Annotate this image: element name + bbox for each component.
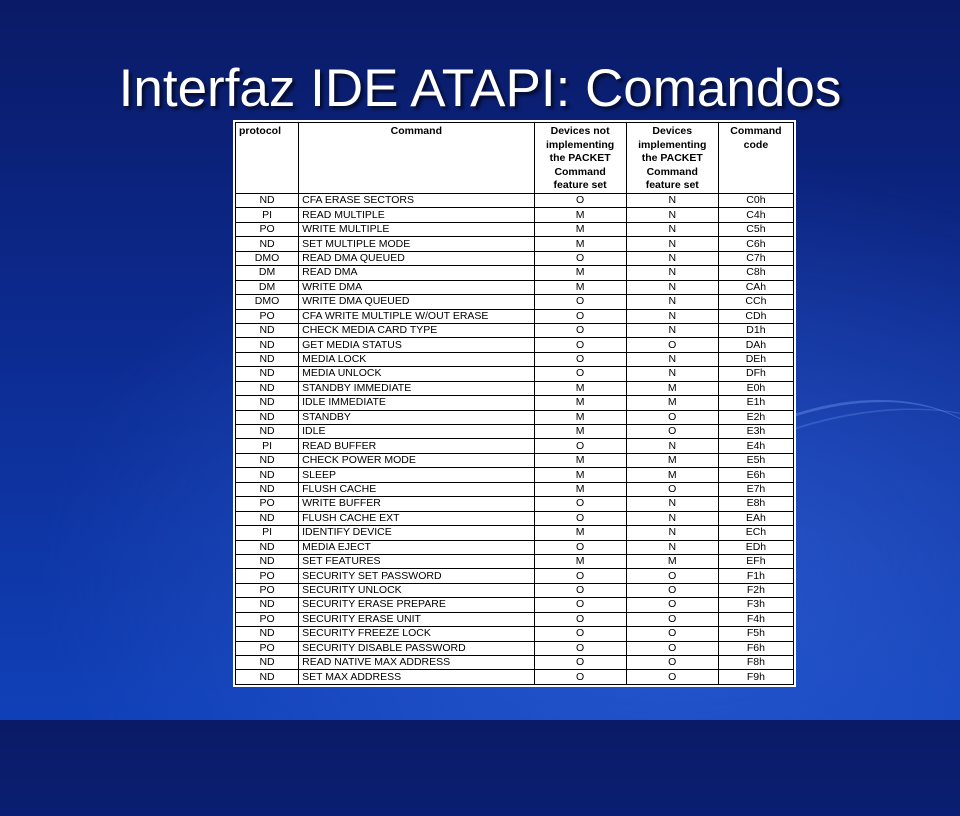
cell-devices-implementing: M [626,453,718,467]
cell-command-code: E3h [718,425,793,439]
cell-devices-implementing: N [626,540,718,554]
cell-command-code: F1h [718,569,793,583]
cell-command: SECURITY FREEZE LOCK [299,627,534,641]
cell-protocol: ND [236,482,299,496]
table-row [236,641,794,655]
cell-protocol: ND [236,338,299,352]
cell-protocol: PI [236,526,299,540]
command-table-image [233,120,796,687]
cell-command-code: DEh [718,352,793,366]
cell-devices-implementing: N [626,237,718,251]
cell-command: READ DMA [299,266,534,280]
cell-devices-not-implementing: M [534,425,626,439]
cell-protocol: PO [236,583,299,597]
cell-devices-implementing: M [626,554,718,568]
cell-protocol: ND [236,396,299,410]
cell-command-code: E4h [718,439,793,453]
cell-command: SECURITY ERASE UNIT [299,612,534,626]
cell-devices-implementing: N [626,439,718,453]
cell-devices-not-implementing: M [534,554,626,568]
cell-devices-implementing: O [626,627,718,641]
cell-protocol: PO [236,309,299,323]
cell-protocol: PO [236,612,299,626]
cell-command: CFA WRITE MULTIPLE W/OUT ERASE [299,309,534,323]
cell-protocol: ND [236,468,299,482]
table-row [236,511,794,525]
cell-devices-not-implementing: O [534,439,626,453]
cell-command: IDENTIFY DEVICE [299,526,534,540]
cell-command: READ MULTIPLE [299,208,534,222]
cell-command: SET FEATURES [299,554,534,568]
cell-protocol: DM [236,266,299,280]
cell-devices-implementing: O [626,656,718,670]
cell-command-code: E0h [718,381,793,395]
cell-command: IDLE IMMEDIATE [299,396,534,410]
table-row [236,266,794,280]
table-row [236,468,794,482]
cell-command-code: EAh [718,511,793,525]
table-row [236,569,794,583]
cell-command-code: E5h [718,453,793,467]
cell-command: MEDIA LOCK [299,352,534,366]
cell-protocol: PO [236,641,299,655]
cell-command: CHECK MEDIA CARD TYPE [299,323,534,337]
cell-devices-implementing: N [626,352,718,366]
table-row [236,656,794,670]
cell-devices-implementing: O [626,410,718,424]
table-row [236,526,794,540]
cell-devices-implementing: O [626,583,718,597]
table-row [236,627,794,641]
cell-devices-not-implementing: O [534,497,626,511]
cell-devices-not-implementing: O [534,670,626,684]
cell-protocol: ND [236,367,299,381]
cell-protocol: ND [236,627,299,641]
cell-command-code: EFh [718,554,793,568]
cell-command: READ DMA QUEUED [299,251,534,265]
cell-protocol: PI [236,439,299,453]
cell-devices-not-implementing: M [534,381,626,395]
cell-protocol: ND [236,598,299,612]
cell-protocol: ND [236,194,299,208]
cell-command-code: D1h [718,323,793,337]
cell-command: CHECK POWER MODE [299,453,534,467]
cell-protocol: ND [236,410,299,424]
cell-devices-not-implementing: M [534,237,626,251]
cell-devices-implementing: N [626,497,718,511]
cell-devices-not-implementing: M [534,266,626,280]
cell-devices-implementing: N [626,251,718,265]
cell-devices-not-implementing: O [534,295,626,309]
cell-protocol: PI [236,208,299,222]
cell-command-code: F2h [718,583,793,597]
table-row [236,583,794,597]
cell-devices-implementing: M [626,396,718,410]
cell-protocol: ND [236,352,299,366]
cell-command: SECURITY DISABLE PASSWORD [299,641,534,655]
table-row [236,280,794,294]
cell-devices-not-implementing: M [534,410,626,424]
cell-command: READ BUFFER [299,439,534,453]
cell-command-code: E1h [718,396,793,410]
cell-protocol: PO [236,497,299,511]
table-row [236,497,794,511]
cell-devices-not-implementing: O [534,323,626,337]
cell-command: SLEEP [299,468,534,482]
cell-devices-not-implementing: O [534,511,626,525]
table-row [236,194,794,208]
cell-devices-not-implementing: M [534,468,626,482]
cell-protocol: DMO [236,251,299,265]
cell-devices-implementing: O [626,425,718,439]
table-row [236,439,794,453]
cell-command-code: F6h [718,641,793,655]
cell-command-code: C8h [718,266,793,280]
cell-command-code: ECh [718,526,793,540]
cell-devices-not-implementing: O [534,352,626,366]
cell-command: MEDIA EJECT [299,540,534,554]
cell-command: WRITE MULTIPLE [299,222,534,236]
cell-command: WRITE BUFFER [299,497,534,511]
cell-command-code: E2h [718,410,793,424]
table-row [236,554,794,568]
cell-protocol: ND [236,554,299,568]
cell-devices-implementing: N [626,367,718,381]
cell-command-code: CAh [718,280,793,294]
table-row [236,381,794,395]
cell-devices-not-implementing: M [534,526,626,540]
cell-command: STANDBY [299,410,534,424]
cell-devices-implementing: O [626,670,718,684]
cell-command-code: F3h [718,598,793,612]
cell-devices-not-implementing: O [534,612,626,626]
cell-command: GET MEDIA STATUS [299,338,534,352]
cell-command: SECURITY ERASE PREPARE [299,598,534,612]
cell-command-code: E6h [718,468,793,482]
table-row [236,425,794,439]
table-row [236,367,794,381]
cell-devices-not-implementing: M [534,453,626,467]
header-protocol: protocol [236,123,299,194]
cell-devices-implementing: N [626,208,718,222]
cell-devices-not-implementing: M [534,482,626,496]
cell-devices-implementing: N [626,222,718,236]
table-row [236,323,794,337]
cell-command-code: DFh [718,367,793,381]
table-row [236,309,794,323]
cell-devices-not-implementing: M [534,222,626,236]
cell-command-code: F9h [718,670,793,684]
cell-protocol: ND [236,670,299,684]
cell-devices-not-implementing: O [534,367,626,381]
cell-devices-not-implementing: O [534,251,626,265]
cell-command: SET MAX ADDRESS [299,670,534,684]
cell-command: FLUSH CACHE [299,482,534,496]
cell-protocol: PO [236,569,299,583]
header-command: Command [299,123,534,194]
cell-protocol: ND [236,656,299,670]
cell-devices-implementing: N [626,309,718,323]
table-row [236,295,794,309]
table-row [236,598,794,612]
table-row [236,453,794,467]
cell-command-code: F5h [718,627,793,641]
cell-devices-implementing: O [626,641,718,655]
table-row [236,237,794,251]
cell-protocol: ND [236,323,299,337]
cell-protocol: ND [236,453,299,467]
cell-devices-not-implementing: O [534,194,626,208]
cell-command-code: F8h [718,656,793,670]
cell-command: SECURITY SET PASSWORD [299,569,534,583]
table-row [236,208,794,222]
table-row [236,612,794,626]
cell-command: CFA ERASE SECTORS [299,194,534,208]
cell-protocol: DMO [236,295,299,309]
cell-devices-not-implementing: O [534,656,626,670]
table-row [236,670,794,684]
cell-command: SECURITY UNLOCK [299,583,534,597]
cell-command-code: C0h [718,194,793,208]
cell-devices-not-implementing: M [534,396,626,410]
cell-command-code: C6h [718,237,793,251]
cell-protocol: ND [236,425,299,439]
cell-command-code: E7h [718,482,793,496]
cell-devices-not-implementing: O [534,338,626,352]
cell-devices-implementing: O [626,482,718,496]
cell-command-code: C5h [718,222,793,236]
table-row [236,251,794,265]
table-header-row [236,123,794,194]
cell-devices-not-implementing: O [534,540,626,554]
table-row [236,222,794,236]
cell-protocol: ND [236,540,299,554]
table-row [236,540,794,554]
table-row [236,410,794,424]
cell-devices-implementing: N [626,295,718,309]
cell-devices-not-implementing: M [534,208,626,222]
cell-devices-implementing: N [626,280,718,294]
cell-command-code: C7h [718,251,793,265]
cell-devices-implementing: O [626,338,718,352]
cell-command-code: EDh [718,540,793,554]
cell-command: WRITE DMA QUEUED [299,295,534,309]
header-devices-not-implementing: Devices not implementing the PACKET Command feature set [534,123,626,194]
cell-command-code: E8h [718,497,793,511]
cell-protocol: PO [236,222,299,236]
cell-protocol: DM [236,280,299,294]
cell-devices-not-implementing: O [534,627,626,641]
slide-title: Interfaz IDE ATAPI: Comandos [118,59,842,118]
cell-devices-implementing: N [626,511,718,525]
cell-devices-not-implementing: O [534,583,626,597]
cell-command: IDLE [299,425,534,439]
cell-devices-implementing: N [626,526,718,540]
cell-command: READ NATIVE MAX ADDRESS [299,656,534,670]
cell-command-code: F4h [718,612,793,626]
table-row [236,482,794,496]
cell-devices-not-implementing: M [534,280,626,294]
table-row [236,396,794,410]
cell-devices-implementing: N [626,194,718,208]
table-row [236,338,794,352]
table-row [236,352,794,366]
cell-command: MEDIA UNLOCK [299,367,534,381]
cell-devices-implementing: O [626,612,718,626]
cell-devices-implementing: O [626,569,718,583]
command-table [235,122,794,685]
cell-devices-not-implementing: O [534,309,626,323]
cell-command: SET MULTIPLE MODE [299,237,534,251]
header-command-code: Command code [718,123,793,194]
cell-devices-not-implementing: O [534,598,626,612]
cell-devices-not-implementing: O [534,641,626,655]
cell-protocol: ND [236,237,299,251]
cell-command: STANDBY IMMEDIATE [299,381,534,395]
cell-command-code: DAh [718,338,793,352]
cell-devices-implementing: M [626,468,718,482]
header-devices-implementing: Devices implementing the PACKET Command feature set [626,123,718,194]
cell-devices-implementing: O [626,598,718,612]
cell-command-code: C4h [718,208,793,222]
cell-devices-implementing: N [626,266,718,280]
cell-protocol: ND [236,511,299,525]
cell-devices-implementing: M [626,381,718,395]
cell-protocol: ND [236,381,299,395]
cell-command-code: CCh [718,295,793,309]
cell-command-code: CDh [718,309,793,323]
table-body [236,194,794,685]
cell-command: FLUSH CACHE EXT [299,511,534,525]
cell-devices-implementing: N [626,323,718,337]
cell-devices-not-implementing: O [534,569,626,583]
cell-command: WRITE DMA [299,280,534,294]
